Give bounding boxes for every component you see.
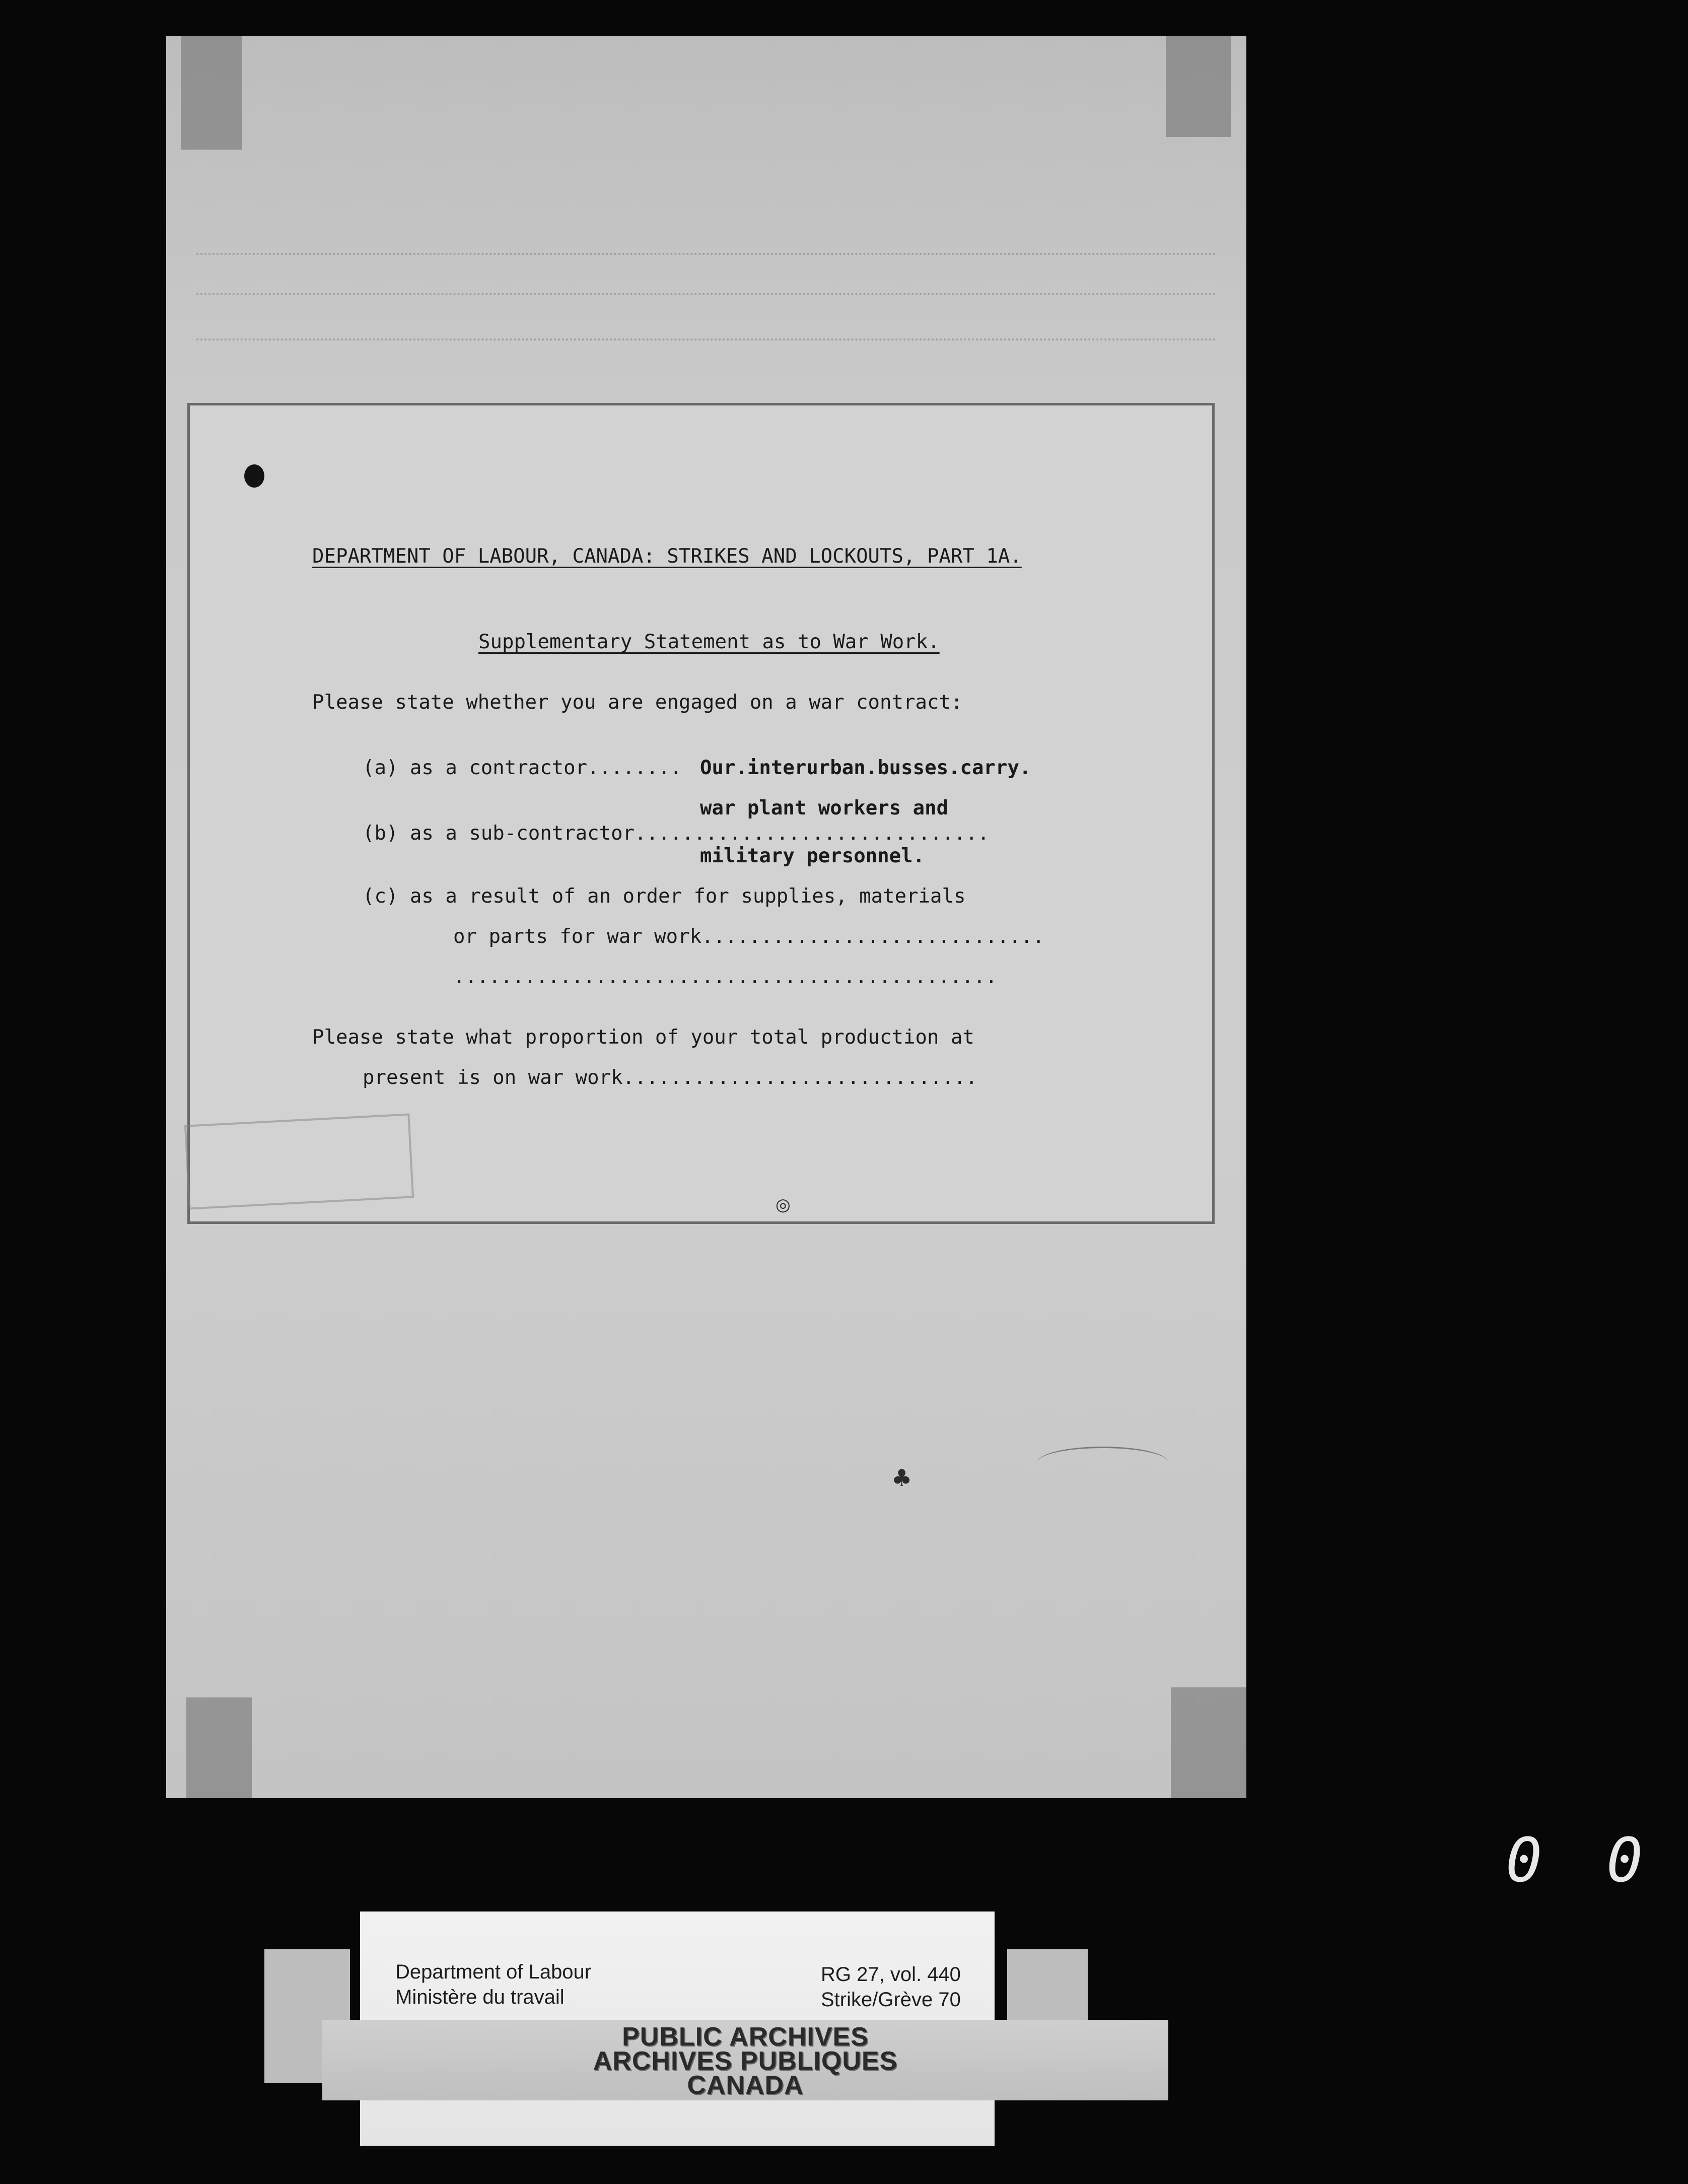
frame-counter-right: 0 [1606,1826,1643,1896]
archives-country: CANADA [687,2071,804,2100]
ruled-line [196,338,1216,340]
ink-mark: ♣ [891,1464,912,1491]
tape-top-left [181,36,242,150]
punch-hole [244,464,264,488]
ruled-line [196,253,1216,255]
question-proportion-line2: present is on war work.............................. [363,1066,977,1089]
archives-stamp-strip [322,2020,1168,2100]
item-a-answer-line2: war plant workers and [700,797,949,820]
question-war-contract: Please state whether you are engaged on a war contract: [312,691,963,714]
scanned-page [166,36,1246,1798]
archives-fr: ARCHIVES PUBLIQUES [593,2046,898,2076]
item-c-line1: (c) as a result of an order for supplies, materials [363,885,966,908]
item-c-line2: or parts for war work............................. [453,925,1044,948]
archive-dept-en: Department of Labour [395,1961,592,1983]
item-a-answer-line1: Our.interurban.busses.carry. [700,757,1031,779]
archive-reference: RG 27, vol. 440 [821,1963,961,1986]
pencil-stroke [1037,1447,1168,1478]
tape-bottom-left [186,1697,252,1798]
faded-stamp [184,1113,414,1209]
form-header: DEPARTMENT OF LABOUR, CANADA: STRIKES AND LOCKOUTS, PART 1A. [312,545,1022,568]
tape-top-right [1166,36,1231,137]
archive-dept-fr: Ministère du travail [395,1986,565,2008]
ruled-line [196,293,1216,295]
frame-counter-left: 0 [1506,1826,1542,1896]
tape-bottom-right [1171,1687,1246,1798]
form-subtitle: Supplementary Statement as to War Work. [478,631,940,653]
archive-strike: Strike/Grève 70 [821,1989,961,2011]
question-proportion-line1: Please state what proportion of your total production at [312,1026,974,1049]
ink-mark: ◎ [776,1195,791,1215]
item-a-label: (a) as a contractor........ [363,757,682,779]
item-b-answer: military personnel. [700,845,925,867]
archives-en: PUBLIC ARCHIVES [622,2022,869,2052]
item-b-label: (b) as a sub-contractor.............................. [363,822,990,845]
item-c-dotted-line: .............................................. [453,966,998,988]
